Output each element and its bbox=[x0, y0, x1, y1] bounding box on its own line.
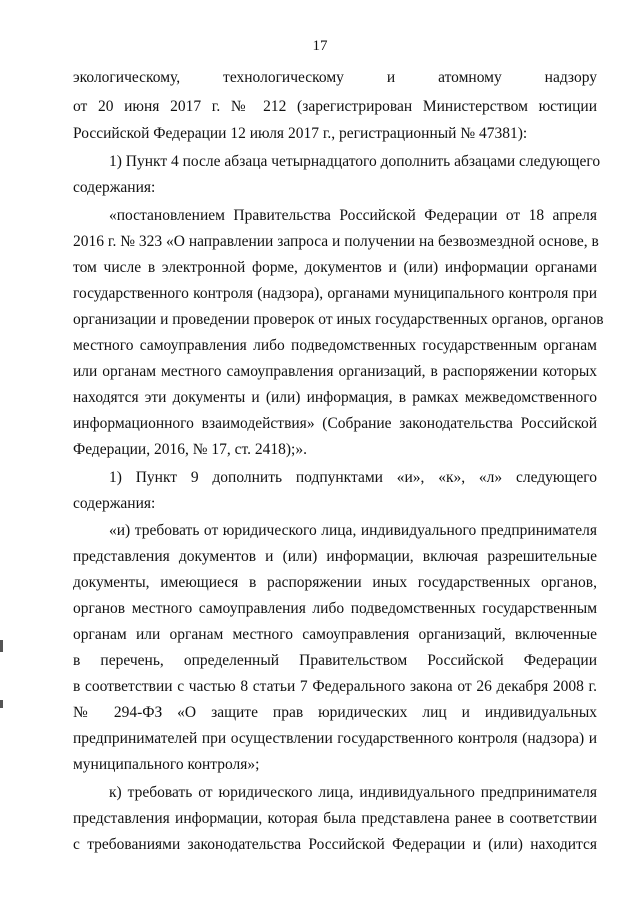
text-line: № 294-ФЗ «О защите прав юридических лиц и индивидуальных bbox=[73, 704, 597, 721]
text-line: в перечень, определенный Правительством Российской Федерации bbox=[73, 652, 597, 669]
text-line: муниципального контроля»; bbox=[73, 756, 260, 773]
text-line: документы, имеющиеся в распоряжении иных государственных органов, bbox=[73, 574, 597, 591]
text-line: находятся эти документы и (или) информация, в рамках межведомственного bbox=[73, 389, 597, 406]
text-line: 2016 г. № 323 «О направлении запроса и получении на безвозмездной основе, в bbox=[73, 233, 599, 250]
text-line: «постановлением Правительства Российской Федерации от 18 апреля bbox=[109, 207, 597, 224]
text-line: «и) требовать от юридического лица, индивидуального предпринимателя bbox=[109, 522, 597, 539]
text-line: информационного взаимодействия» (Собрание законодательства Российской bbox=[73, 415, 597, 432]
scan-edge-mark bbox=[0, 640, 3, 652]
text-line: том числе в электронной форме, документов и (или) информации органами bbox=[73, 259, 597, 276]
text-line: органов местного самоуправления либо подведомственных государственным bbox=[73, 600, 597, 617]
text-line: Федерации, 2016, № 17, ст. 2418);». bbox=[73, 441, 307, 458]
text-line: государственного контроля (надзора), органами муниципального контроля при bbox=[73, 285, 597, 302]
text-line: от 20 июня 2017 г. № 212 (зарегистрирован Министерством юстиции bbox=[73, 98, 597, 115]
text-line: представления документов и (или) информации, включая разрешительные bbox=[73, 548, 597, 565]
text-line: органам или органам местного самоуправления организаций, включенные bbox=[73, 626, 597, 643]
text-line: с требованиями законодательства Российской Федерации и (или) находится bbox=[73, 836, 597, 853]
text-line: или органам местного самоуправления организаций, в распоряжении которых bbox=[73, 363, 597, 380]
text-line: местного самоуправления либо подведомственных государственным органам bbox=[73, 337, 597, 354]
text-line: организации и проведении проверок от иных государственных органов, органов bbox=[73, 311, 604, 328]
text-line: содержания: bbox=[73, 179, 156, 196]
scan-edge-mark bbox=[0, 700, 3, 708]
text-line: 1) Пункт 9 дополнить подпунктами «и», «к», «л» следующего bbox=[109, 469, 597, 486]
text-line: 1) Пункт 4 после абзаца четырнадцатого дополнить абзацами следующего bbox=[109, 153, 601, 170]
text-line: в соответствии с частью 8 статьи 7 Федерального закона от 26 декабря 2008 г. bbox=[73, 678, 597, 695]
page-number: 17 bbox=[312, 38, 328, 54]
text-line: экологическому, технологическому и атомному надзору bbox=[73, 69, 597, 86]
text-line: Российской Федерации 12 июля 2017 г., регистрационный № 47381): bbox=[73, 125, 528, 142]
text-line: предпринимателей при осуществлении государственного контроля (надзора) и bbox=[73, 730, 597, 747]
text-line: к) требовать от юридического лица, индивидуального предпринимателя bbox=[109, 784, 597, 801]
text-line: представления информации, которая была представлена ранее в соответствии bbox=[73, 810, 597, 827]
text-line: содержания: bbox=[73, 495, 156, 512]
